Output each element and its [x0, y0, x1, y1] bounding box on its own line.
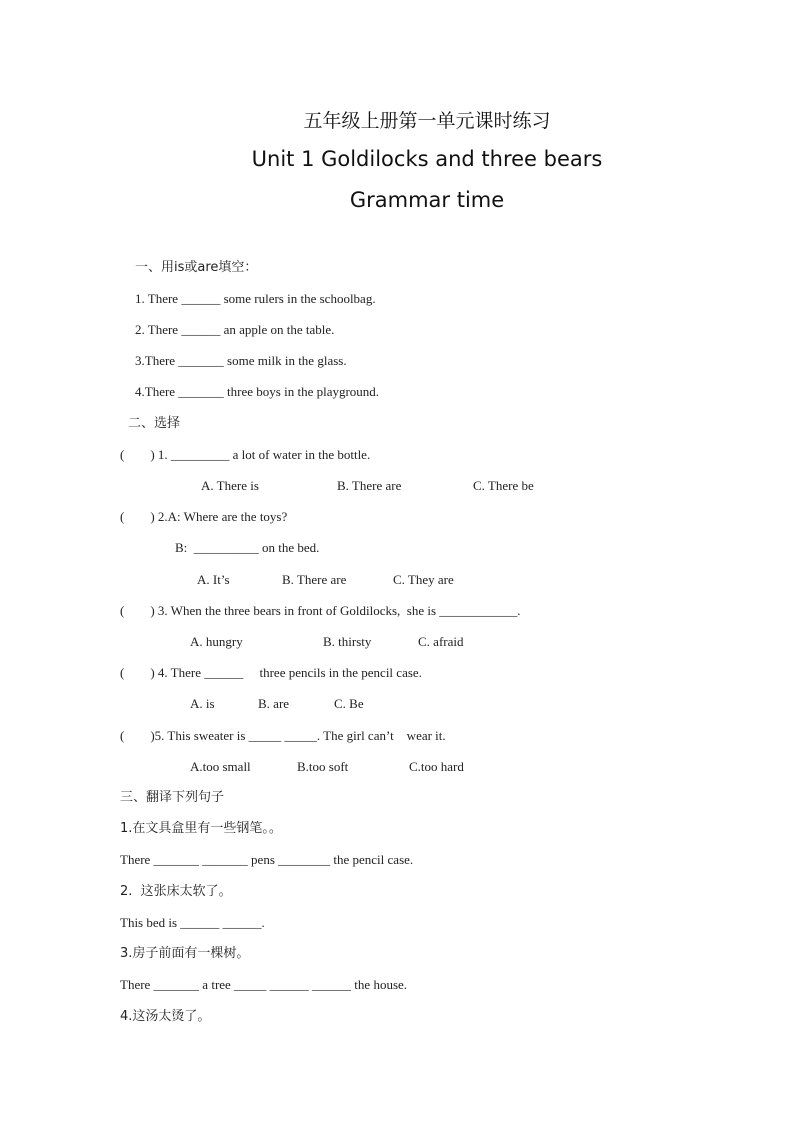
- translation-2-en: This bed is ______ ______.: [120, 915, 265, 930]
- q5-option-a: A.too small: [190, 759, 251, 774]
- section1-item: 4.There _______ three boys in the playground.: [135, 384, 380, 399]
- unit-title: Unit 1 Goldilocks and three bears: [251, 147, 603, 171]
- q4-option-c: C. Be: [334, 696, 364, 711]
- q3-option-c: C. afraid: [418, 634, 464, 649]
- page-title: 五年级上册第一单元课时练习: [303, 110, 551, 132]
- question-1: ( ) 1. _________ a lot of water in the bottle.: [120, 447, 371, 462]
- question-2: ( ) 2.A: Where are the toys?: [120, 509, 288, 524]
- translation-3-en: There _______ a tree _____ ______ ______ the house.: [120, 977, 408, 992]
- question-5: ( )5. This sweater is _____ _____. The girl can’t wear it.: [120, 728, 446, 743]
- section2-heading: 二、选择: [128, 416, 181, 431]
- section1-item: 3.There _______ some milk in the glass.: [135, 353, 347, 368]
- q3-option-a: A. hungry: [190, 634, 243, 649]
- section1-item: 1. There ______ some rulers in the schoolbag.: [135, 291, 376, 306]
- q5-option-b: B.too soft: [297, 759, 349, 774]
- q1-option-b: B. There are: [337, 478, 402, 493]
- q5-option-c: C.too hard: [409, 759, 464, 774]
- translation-1-en: There _______ _______ pens ________ the pencil case.: [120, 852, 414, 867]
- section1-heading: 一、用is或are填空：: [135, 260, 258, 275]
- q4-option-a: A. is: [190, 696, 215, 711]
- section3-heading: 三、翻译下列句子: [120, 790, 225, 805]
- q2-option-c: C. They are: [393, 572, 454, 587]
- q2-option-a: A. It’s: [197, 572, 230, 587]
- section1-item: 2. There ______ an apple on the table.: [135, 322, 335, 337]
- q1-option-c: C. There be: [473, 478, 534, 493]
- translation-3-cn: 3.房子前面有一棵树。: [120, 946, 250, 961]
- q3-option-b: B. thirsty: [323, 634, 372, 649]
- q1-option-a: A. There is: [201, 478, 259, 493]
- q4-option-b: B. are: [258, 696, 290, 711]
- question-3: ( ) 3. When the three bears in front of Goldilocks, she is ____________.: [120, 603, 521, 618]
- question-4: ( ) 4. There ______ three pencils in the pencil case.: [120, 665, 422, 680]
- translation-2-cn: 2. 这张床太软了。: [120, 884, 232, 899]
- q2-option-b: B. There are: [282, 572, 347, 587]
- translation-1-cn: 1.在文具盒里有一些钢笔。。: [120, 821, 282, 836]
- q2-response-line: B: __________ on the bed.: [175, 540, 320, 555]
- translation-4-cn: 4.这汤太烫了。: [120, 1009, 211, 1024]
- topic-title: Grammar time: [349, 188, 505, 212]
